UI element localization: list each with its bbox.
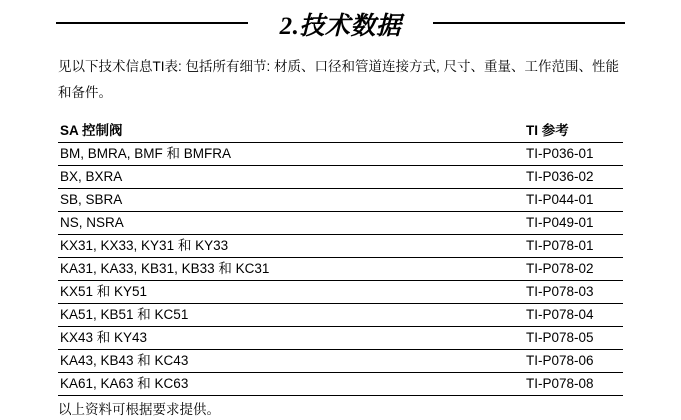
cell-ti-ref: TI-P078-05 — [520, 327, 623, 350]
cell-valve: NS, NSRA — [58, 212, 520, 235]
cell-valve: KX31, KX33, KY31 和 KY33 — [58, 235, 520, 258]
cell-ti-ref: TI-P078-06 — [520, 350, 623, 373]
table-head — [58, 120, 623, 143]
ti-table-wrapper — [58, 120, 623, 396]
cell-valve: KA61, KA63 和 KC63 — [58, 373, 520, 396]
table-row — [58, 258, 623, 281]
table-row — [58, 281, 623, 304]
intro-paragraph: 见以下技术信息TI表: 包括所有细节: 材质、口径和管道连接方式, 尺寸、重量、工作范围、性能和备件。 — [58, 59, 620, 100]
header-rule-right — [433, 22, 625, 24]
table-row — [58, 373, 623, 396]
table-row — [58, 212, 623, 235]
page-title: 2.技术数据 — [279, 13, 402, 40]
cell-ti-ref: TI-P078-02 — [520, 258, 623, 281]
cell-ti-ref: TI-P049-01 — [520, 212, 623, 235]
column-header-valve: SA 控制阀 — [58, 120, 520, 143]
table-row — [58, 143, 623, 166]
cell-ti-ref: TI-P044-01 — [520, 189, 623, 212]
cell-valve: BX, BXRA — [58, 166, 520, 189]
cell-valve: SB, SBRA — [58, 189, 520, 212]
cell-valve: KX51 和 KY51 — [58, 281, 520, 304]
table-row — [58, 350, 623, 373]
table-header-row — [58, 120, 623, 143]
cell-ti-ref: TI-P078-08 — [520, 373, 623, 396]
cell-ti-ref: TI-P078-04 — [520, 304, 623, 327]
cell-valve: KA43, KB43 和 KC43 — [58, 350, 520, 373]
table-row — [58, 327, 623, 350]
table-row — [58, 304, 623, 327]
cell-valve: KA51, KB51 和 KC51 — [58, 304, 520, 327]
cell-ti-ref: TI-P078-03 — [520, 281, 623, 304]
table-row — [58, 166, 623, 189]
table-row — [58, 189, 623, 212]
cell-valve: BM, BMRA, BMF 和 BMFRA — [58, 143, 520, 166]
table-row — [58, 235, 623, 258]
ti-reference-table — [58, 120, 623, 396]
cell-valve: KA31, KA33, KB31, KB33 和 KC31 — [58, 258, 520, 281]
cell-ti-ref: TI-P036-01 — [520, 143, 623, 166]
cell-ti-ref: TI-P036-02 — [520, 166, 623, 189]
cell-valve: KX43 和 KY43 — [58, 327, 520, 350]
footnote-text: 以上资料可根据要求提供。 — [58, 402, 220, 417]
cell-ti-ref: TI-P078-01 — [520, 235, 623, 258]
page-header — [0, 0, 681, 46]
table-body — [58, 143, 623, 396]
column-header-ti-ref: TI 参考 — [520, 120, 623, 143]
